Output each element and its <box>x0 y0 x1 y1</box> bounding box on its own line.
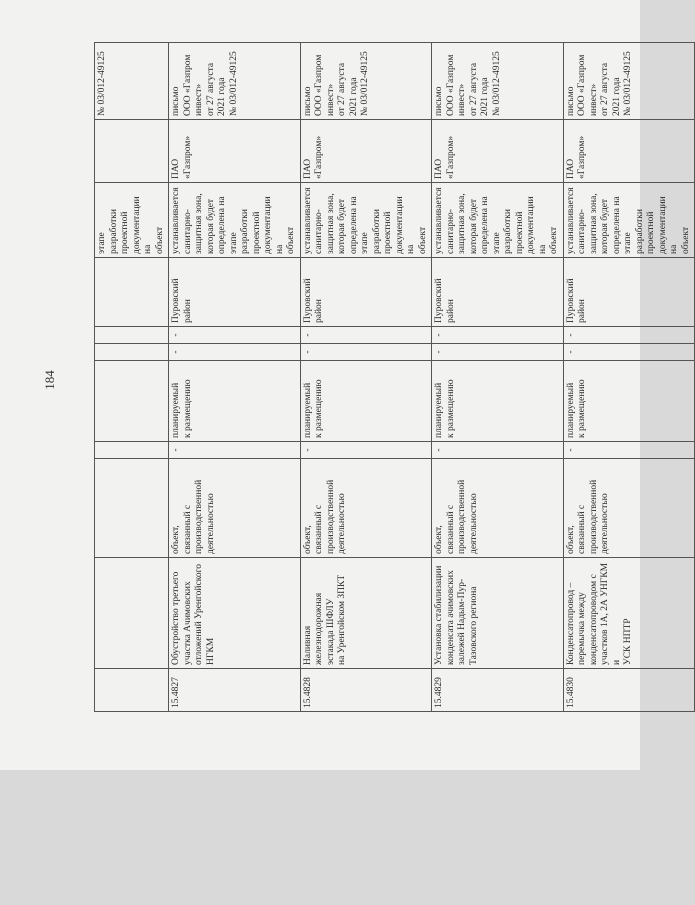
cell-type: объект, связанный с производственной деятельностью <box>169 459 301 558</box>
cell-name: Обустройство третьего участка Ачимовских отложений Уренгойского НГКМ <box>169 558 301 669</box>
table-row <box>300 43 432 712</box>
table-row <box>432 43 564 712</box>
cell-name: Конденсатопровод – перемычка между конденсатопроводом с участков 1А, 2А УНГКМ и УСК НПТР <box>563 558 695 669</box>
cell-doc: письмо ООО «Газпром инвест» от 27 августа 2021 года № 03/012-49125 <box>169 43 301 120</box>
cell-status: планируемый к размещению <box>169 361 301 442</box>
cell-org: ПАО «Газпром» <box>169 120 301 183</box>
cell-dash: - <box>300 327 432 344</box>
cell-dash: - <box>169 442 301 459</box>
cell-region: Пуровский район <box>300 258 432 327</box>
rotated-table-wrapper <box>94 48 691 712</box>
cell-region: Пуровский район <box>563 258 695 327</box>
cell-dash: - <box>169 344 301 361</box>
cell-dash: - <box>169 327 301 344</box>
cell-doc: № 03/012-49125 <box>95 43 169 120</box>
cell-note: устанавливается санитарно- защитная зона, которая будет определена на этапе разработки проектной документации на объект <box>432 183 564 258</box>
cell-dash: - <box>563 327 695 344</box>
cell-note: устанавливается санитарно- защитная зона, которая будет определена на этапе разработки проектной документации на объект <box>563 183 695 258</box>
cell-org: ПАО «Газпром» <box>432 120 564 183</box>
cell-doc: письмо ООО «Газпром инвест» от 27 августа 2021 года № 03/012-49125 <box>300 43 432 120</box>
cell-id: 15.4830 <box>563 669 695 712</box>
cell-status: планируемый к размещению <box>432 361 564 442</box>
cell-region: Пуровский район <box>169 258 301 327</box>
cell-status: планируемый к размещению <box>563 361 695 442</box>
cell-org: ПАО «Газпром» <box>563 120 695 183</box>
cell-name: Наливная железнодорожная эстакада ШФЛУ на Уренгойском ЗПКТ <box>300 558 432 669</box>
cell-org: ПАО «Газпром» <box>300 120 432 183</box>
cell-name: Установка стабилизации конденсата ачимовских залежей Надым-Пур-Тазовского региона <box>432 558 564 669</box>
cell-region: Пуровский район <box>432 258 564 327</box>
cell-note: этапе разработки проектной документации на объект <box>95 183 169 258</box>
table-row-continued <box>95 43 169 712</box>
cell-doc: письмо ООО «Газпром инвест» от 27 августа 2021 года № 03/012-49125 <box>563 43 695 120</box>
page-number: 184 <box>41 370 57 390</box>
cell-type: объект, связанный с производственной деятельностью <box>563 459 695 558</box>
cell-note: устанавливается санитарно- защитная зона, которая будет определена на этапе разработки проектной документации на объект <box>169 183 301 258</box>
table-row <box>563 43 695 712</box>
objects-table <box>94 42 695 712</box>
cell-doc: письмо ООО «Газпром инвест» от 27 августа 2021 года № 03/012-49125 <box>432 43 564 120</box>
cell-dash: - <box>563 344 695 361</box>
cell-id: 15.4827 <box>169 669 301 712</box>
cell-dash: - <box>563 442 695 459</box>
cell-type: объект, связанный с производственной деятельностью <box>300 459 432 558</box>
cell-id: 15.4828 <box>300 669 432 712</box>
cell-status: планируемый к размещению <box>300 361 432 442</box>
table-row <box>169 43 301 712</box>
cell-id: 15.4829 <box>432 669 564 712</box>
cell-dash: - <box>432 344 564 361</box>
cell-dash: - <box>432 442 564 459</box>
cell-dash: - <box>300 442 432 459</box>
cell-type: объект, связанный с производственной деятельностью <box>432 459 564 558</box>
cell-dash: - <box>432 327 564 344</box>
cell-dash: - <box>300 344 432 361</box>
cell-note: устанавливается санитарно- защитная зона, которая будет определена на этапе разработки проектной документации на объект <box>300 183 432 258</box>
